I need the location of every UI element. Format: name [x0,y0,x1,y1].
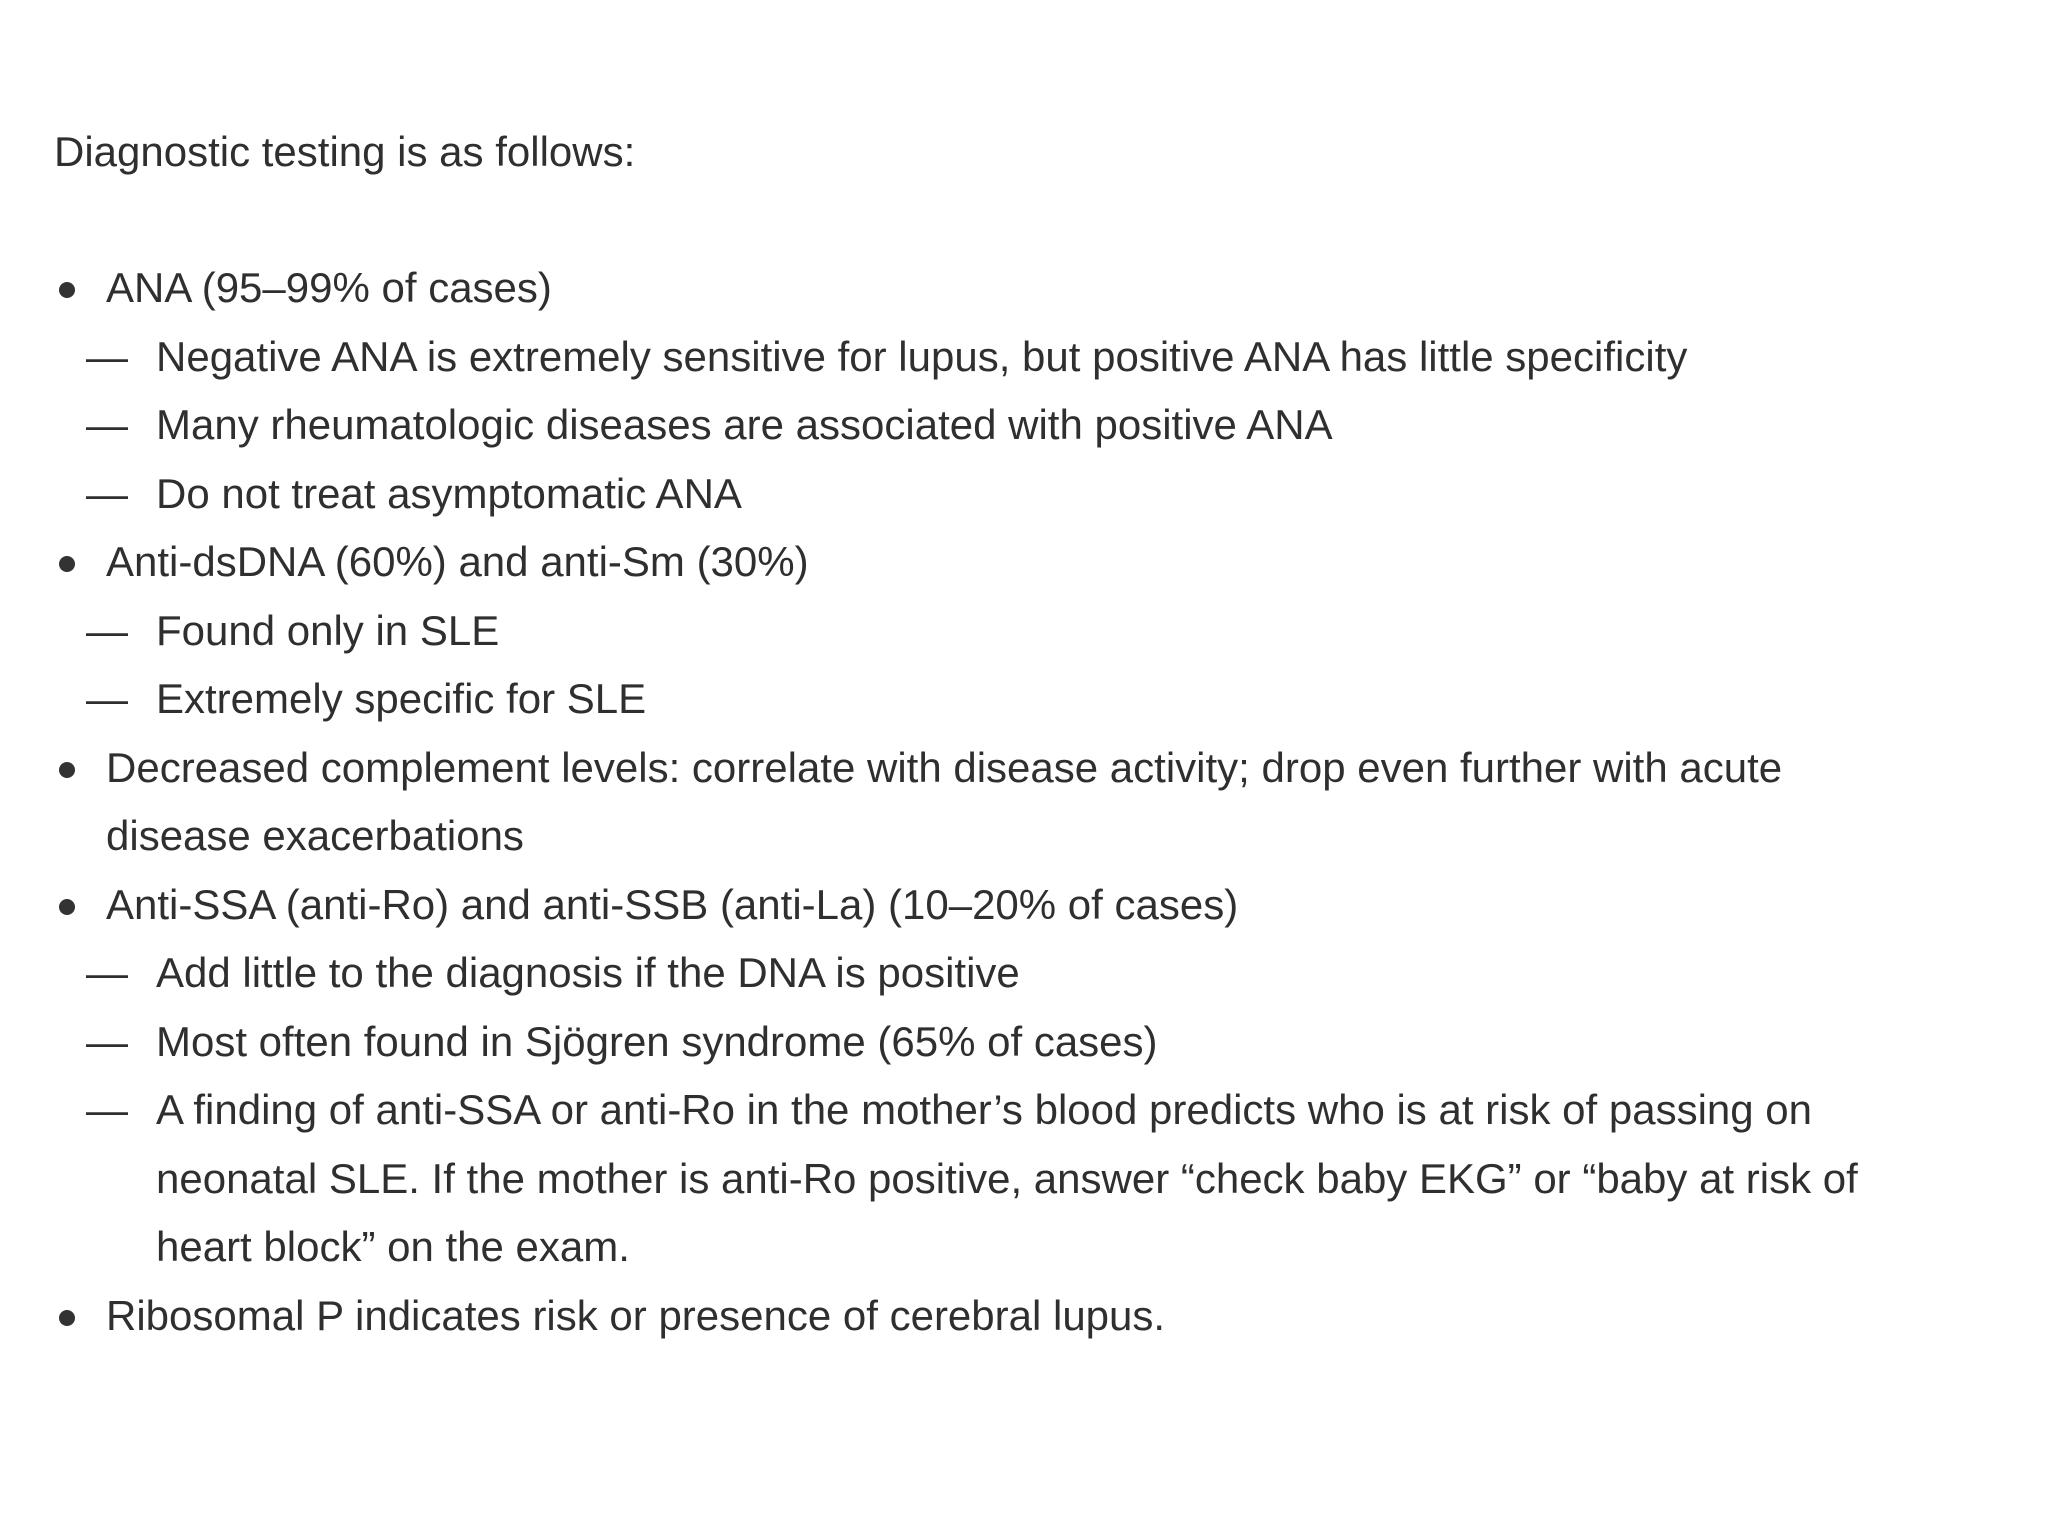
sub-list-item-text: Found only in SLE [156,606,500,654]
bullet-icon [59,762,75,778]
sub-list-item-text: Do not treat asymptomatic ANA [156,469,742,517]
diagnostic-list [54,254,1914,1350]
sub-list-item [54,391,1914,460]
sub-list-item [54,597,1914,666]
list-item-text: Anti-dsDNA (60%) and anti-Sm (30%) [106,538,809,585]
bullet-row [54,734,1914,871]
bullet-row [54,254,1914,323]
list-item-text: ANA (95–99% of cases) [106,264,552,311]
list-item-text: Decreased complement levels: correlate with disease activity; drop even further with acute disease exacerbations [106,743,1783,859]
intro-text: Diagnostic testing is as follows: [54,128,636,175]
dash-icon: — [86,332,128,380]
dash-icon: — [86,401,128,448]
sub-list-item-text: Extremely specific for SLE [156,675,647,722]
dash-icon: — [86,606,128,654]
list-item [54,871,1914,1282]
sub-list [54,939,1914,1282]
dash-icon: — [86,1017,128,1065]
document [54,118,1914,1350]
sub-list-item-text: Most often found in Sjögren syndrome (65% of cases) [156,1017,1158,1065]
bullet-icon [59,1310,75,1326]
dash-icon: — [86,469,128,517]
sub-list-item-text: Negative ANA is extremely sensitive for lupus, but positive ANA has little specificity [156,332,1688,380]
list-item [54,528,1914,734]
sub-list-item-text: Add little to the diagnosis if the DNA is positive [156,949,1020,996]
sub-list [54,597,1914,734]
list-item [54,734,1914,871]
bullet-icon [59,282,75,298]
list-item-text: Ribosomal P indicates risk or presence of cerebral lupus. [106,1291,1166,1339]
bullet-icon [59,556,75,572]
dash-icon: — [86,1086,128,1133]
bullet-icon [59,899,75,915]
sub-list-item [54,665,1914,734]
bullet-row [54,871,1914,940]
sub-list-item [54,460,1914,529]
dash-icon: — [86,675,128,722]
list-item [54,1282,1914,1351]
sub-list-item [54,1076,1914,1282]
sub-list-item-text: A finding of anti-SSA or anti-Ro in the mother’s blood predicts who is at risk of passing on neonatal SLE. If the mother is anti-Ro positive, answer “check baby EKG” or “baby at risk of heart block” on the exam. [156,1086,1858,1270]
sub-list-item-text: Many rheumatologic diseases are associated with positive ANA [156,401,1333,448]
bullet-row [54,1282,1914,1351]
list-item-text: Anti-SSA (anti-Ro) and anti-SSB (anti-La) (10–20% of cases) [106,880,1239,928]
bullet-row [54,528,1914,597]
sub-list-item [54,1008,1914,1077]
dash-icon: — [86,949,128,996]
sub-list-item [54,939,1914,1008]
list-item [54,254,1914,528]
sub-list-item [54,323,1914,392]
sub-list [54,323,1914,529]
